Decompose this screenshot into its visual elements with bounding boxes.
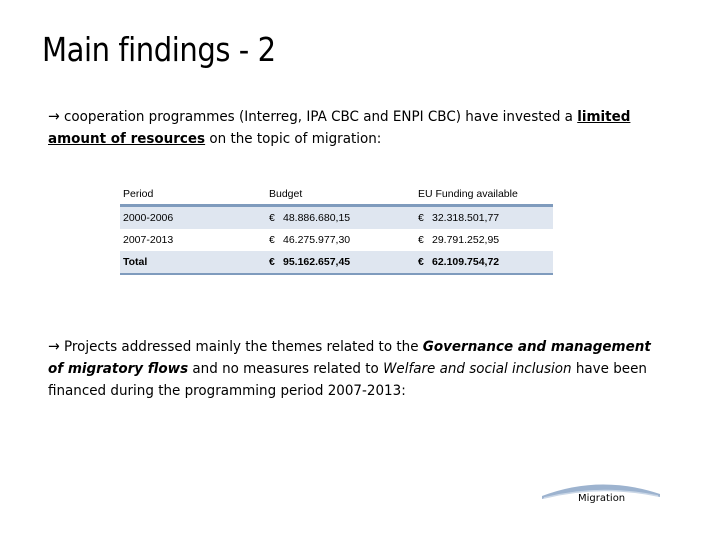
para2-text-b: and no measures related to bbox=[188, 361, 384, 377]
table-row bbox=[120, 229, 553, 251]
arrow-right-icon: → bbox=[48, 337, 60, 355]
table-cell-eu-funding bbox=[415, 251, 553, 274]
para1-text-a: cooperation programmes (Interreg, IPA CBC and ENPI CBC) have invested a bbox=[59, 109, 578, 125]
table-cell-budget bbox=[266, 251, 415, 274]
table-cell-period: 2007-2013 bbox=[123, 234, 174, 246]
euro-sign: € bbox=[269, 234, 275, 246]
eu-funding-value: 62.109.754,72 bbox=[432, 256, 500, 268]
table-cell-period: Total bbox=[120, 251, 266, 274]
table-cell-budget bbox=[266, 229, 415, 251]
table-row-total bbox=[120, 251, 553, 274]
table-header-row bbox=[120, 183, 553, 206]
funding-table bbox=[120, 183, 553, 275]
table-cell-eu-funding bbox=[415, 206, 553, 230]
eu-funding-value: 29.791.252,95 bbox=[432, 234, 500, 246]
budget-value: 95.162.657,45 bbox=[283, 256, 351, 268]
table-row bbox=[120, 206, 553, 230]
euro-sign: € bbox=[269, 256, 275, 268]
euro-sign: € bbox=[269, 212, 275, 224]
para2-emphasis-governance: Governance and management of migratory flows bbox=[48, 339, 651, 377]
para2-text-a: Projects addressed mainly the themes related to the bbox=[59, 339, 423, 355]
para1-text-b: on the topic of migration: bbox=[205, 131, 382, 147]
finding-cooperation-programmes bbox=[48, 105, 643, 150]
para1-emphasis: limited amount of resources bbox=[48, 109, 631, 147]
budget-value: 46.275.977,30 bbox=[283, 234, 351, 246]
arrow-right-icon: → bbox=[48, 107, 60, 125]
para2-emphasis-welfare: Welfare and social inclusion bbox=[383, 361, 572, 377]
table-cell-budget bbox=[266, 206, 415, 230]
euro-sign: € bbox=[418, 234, 424, 246]
euro-sign: € bbox=[418, 256, 424, 268]
footer-label: Migration bbox=[578, 493, 626, 504]
table-header-cell: Budget bbox=[266, 183, 415, 206]
euro-sign: € bbox=[418, 212, 424, 224]
page-title: Main findings - 2 bbox=[42, 30, 276, 69]
budget-value: 48.886.680,15 bbox=[283, 212, 351, 224]
table-cell-period: 2000-2006 bbox=[120, 206, 266, 230]
eu-funding-value: 32.318.501,77 bbox=[432, 212, 500, 224]
table-cell-eu-funding bbox=[415, 229, 553, 251]
table-header-cell: Period bbox=[120, 183, 266, 206]
table-header-cell: EU Funding available bbox=[415, 183, 553, 206]
para2-text-c: have been financed during the programming period 2007-2013: bbox=[48, 361, 647, 399]
finding-projects-themes bbox=[48, 335, 662, 402]
